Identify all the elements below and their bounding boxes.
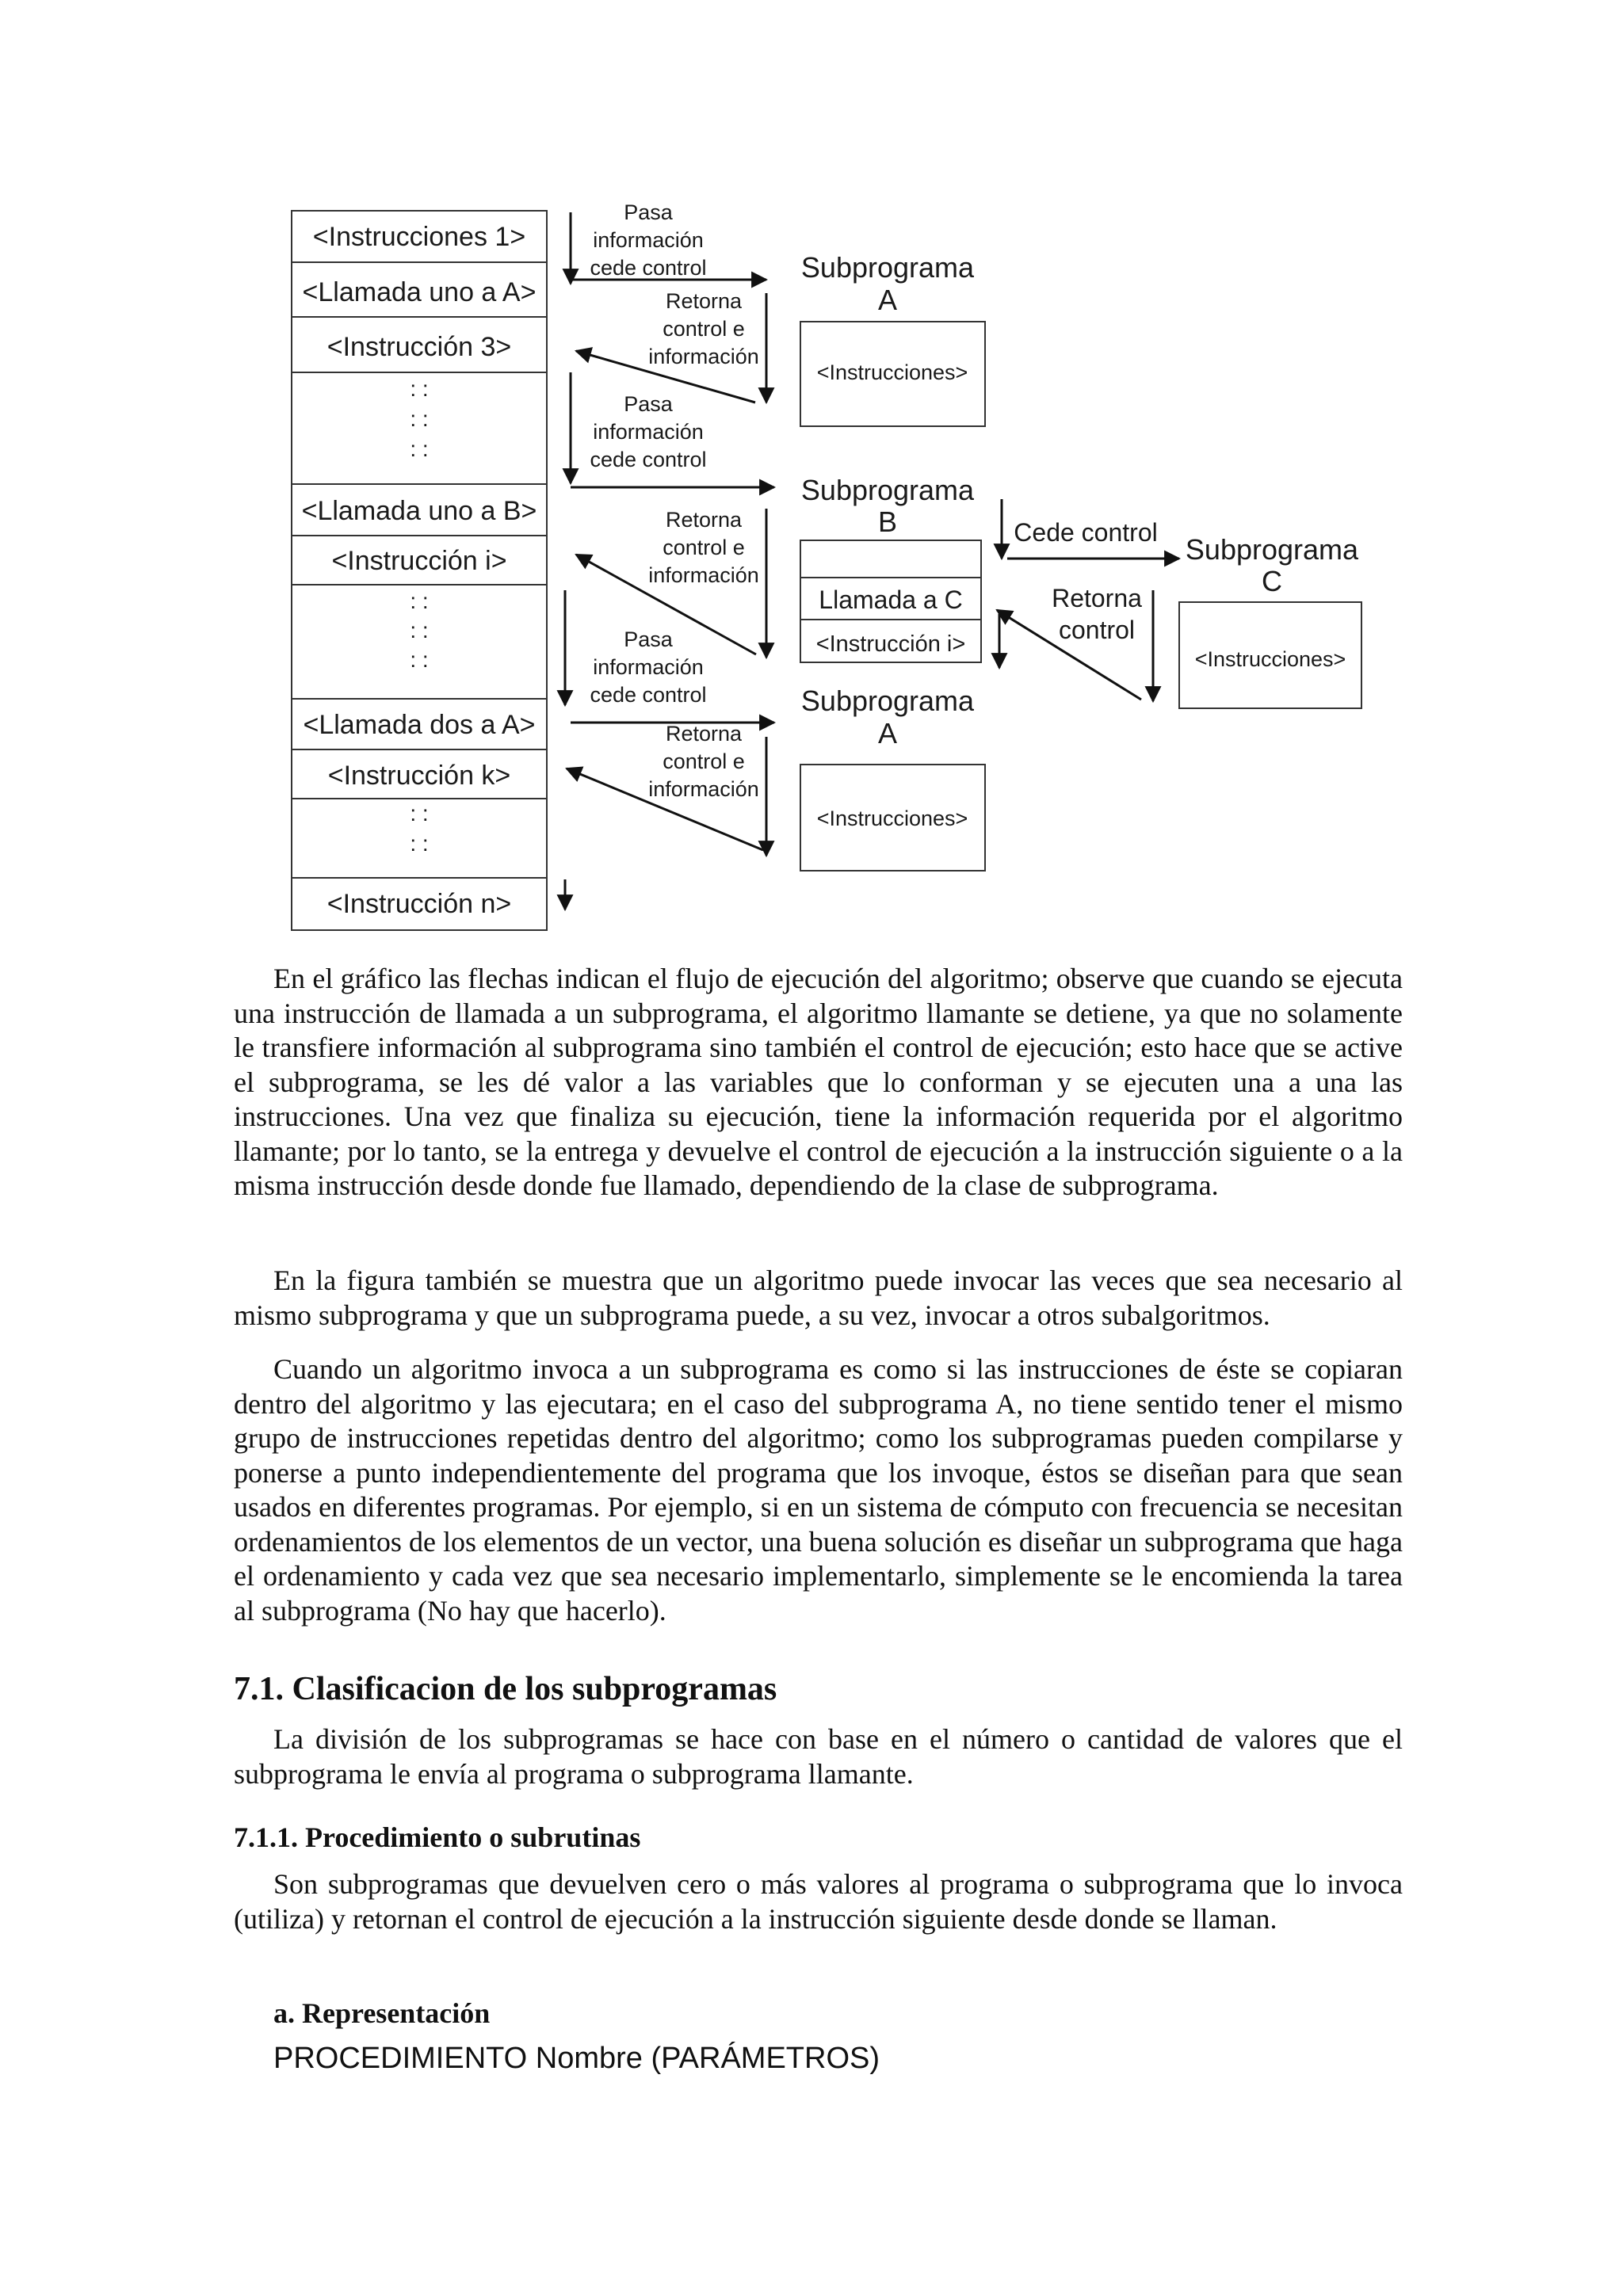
- section-paragraph: La división de los subprogramas se hace con base en el número o cantidad de valores que el subprograma le envía al programa o subprograma llamante.: [234, 1723, 1403, 1790]
- paragraph-1: En el gráfico las flechas indican el flujo de ejecución del algoritmo; observe que cuando se ejecuta una instrucción de llamada a un subprograma, el algoritmo llamante se detiene, ya que no solamente le transfiere información al subprograma sino también el control de ejecución; esto hace que se active el subprograma, se les dé valor a las variables que lo conforman y se ejecuten una a una las instrucciones. Una vez que finaliza su ejecución, tiene la información requerida por el algoritmo llamante; por lo tanto, se la entrega y devuelve el control de ejecución a la instrucción siguiente o a la misma instrucción desde donde fue llamado, dependiendo de la clase de subprograma.: [234, 963, 1403, 1201]
- representation-heading: a. Representación: [273, 1997, 491, 2029]
- dots: : :: [410, 406, 429, 431]
- label-control-e: control e: [663, 536, 745, 559]
- subprogram-title: Subprograma: [800, 251, 975, 284]
- label-control-e: control e: [663, 749, 745, 773]
- label-control-e: control e: [663, 317, 745, 341]
- dots: : :: [410, 589, 429, 613]
- subsection-heading: 7.1.1. Procedimiento o subrutinas: [234, 1821, 641, 1853]
- label-retorna: Retorna: [665, 722, 743, 746]
- row-instruccion-3: <Instrucción 3>: [327, 332, 512, 362]
- subprogram-a-bottom: [800, 685, 985, 871]
- label-cede-control: cede control: [590, 683, 707, 707]
- instruccion-i-b: <Instrucción i>: [815, 631, 966, 657]
- subprogram-a-top: [800, 251, 985, 426]
- row-instruccion-n: <Instrucción n>: [327, 889, 512, 919]
- subprogram-instructions: <Instrucciones>: [816, 807, 968, 830]
- subprogram-instructions: <Instrucciones>: [816, 360, 968, 384]
- label-informacion: información: [593, 228, 704, 252]
- dots: : :: [410, 801, 429, 826]
- subprogram-letter: B: [877, 505, 898, 538]
- label-retorna: Retorna: [665, 289, 743, 313]
- row-instruccion-i: <Instrucción i>: [331, 546, 507, 576]
- section-heading: 7.1. Clasificacion de los subprogramas: [234, 1671, 777, 1707]
- row-instrucciones-1: <Instrucciones 1>: [312, 222, 526, 252]
- label-pasa: Pasa: [624, 200, 673, 224]
- label-cede-control: cede control: [590, 448, 707, 471]
- label-informacion: información: [648, 777, 759, 801]
- subsection-paragraph: Son subprogramas que devuelven cero o más valores al programa o subprograma que lo invoca (utiliza) y retornan el control de ejecución a la instrucción siguiente desde donde se llaman.: [234, 1868, 1403, 1935]
- paragraph-3: Cuando un algoritmo invoca a un subprograma es como si las instrucciones de éste se copiaran dentro del algoritmo y las ejecutara; en el caso del subprograma A, no tiene sentido tener el mismo grupo de instrucciones repetidas dentro del algoritmo; como los subprogramas pueden compilarse y ponerse a punto independientemente del programa que los invoque, éstos se diseñan para que sean usados en diferentes programas. Por ejemplo, si en un sistema de cómputo con frecuencia se necesitan ordenamientos de los elementos de un vector, una buena solución es diseñar un subprograma que haga el ordenamiento y cada vez que sea necesario implementarlo, simplemente se le encomienda la tarea al subprograma (No hay que hacerlo).: [234, 1353, 1403, 1627]
- label-informacion: información: [593, 420, 704, 444]
- subprogram-letter: A: [877, 284, 898, 316]
- dots: : :: [410, 647, 429, 672]
- dots: : :: [410, 376, 429, 401]
- subprogram-title: Subprograma: [800, 685, 975, 717]
- execution-flow-diagram: [0, 0, 1623, 967]
- label-informacion: información: [648, 345, 759, 368]
- label-retorna: Retorna: [665, 508, 743, 532]
- label-informacion: información: [593, 655, 704, 679]
- label-control-c: control: [1058, 616, 1136, 644]
- label-informacion: información: [648, 563, 759, 587]
- paragraph-2: En la figura también se muestra que un algoritmo puede invocar las veces que sea necesario al mismo subprograma y que un subprograma puede, a su vez, invocar a otros subalgoritmos.: [234, 1264, 1403, 1331]
- row-llamada-dos-a: <Llamada dos a A>: [303, 710, 536, 740]
- subprogram-c: [1179, 533, 1361, 708]
- subprogram-title: Subprograma: [800, 474, 975, 506]
- representation-code: PROCEDIMIENTO Nombre (PARÁMETROS): [273, 2042, 880, 2075]
- label-cede-control-c: Cede control: [1014, 518, 1158, 547]
- subprogram-title: Subprograma: [1185, 533, 1359, 566]
- row-llamada-uno-b: <Llamada uno a B>: [301, 496, 537, 526]
- subprogram-letter: A: [877, 717, 898, 749]
- subprogram-b: [800, 474, 981, 662]
- subprogram-instructions: <Instrucciones>: [1194, 647, 1346, 671]
- dots: : :: [410, 618, 429, 643]
- label-pasa: Pasa: [624, 392, 673, 416]
- row-llamada-uno-a: <Llamada uno a A>: [302, 277, 537, 307]
- row-instruccion-k: <Instrucción k>: [327, 761, 511, 791]
- label-cede-control: cede control: [590, 256, 707, 280]
- main-program-column: [292, 211, 547, 930]
- subprogram-letter: C: [1262, 565, 1282, 597]
- llamada-a-c: Llamada a C: [819, 585, 963, 614]
- dots: : :: [410, 437, 429, 461]
- dots: : :: [410, 831, 429, 856]
- label-pasa: Pasa: [624, 627, 673, 651]
- label-retorna-c: Retorna: [1052, 584, 1142, 612]
